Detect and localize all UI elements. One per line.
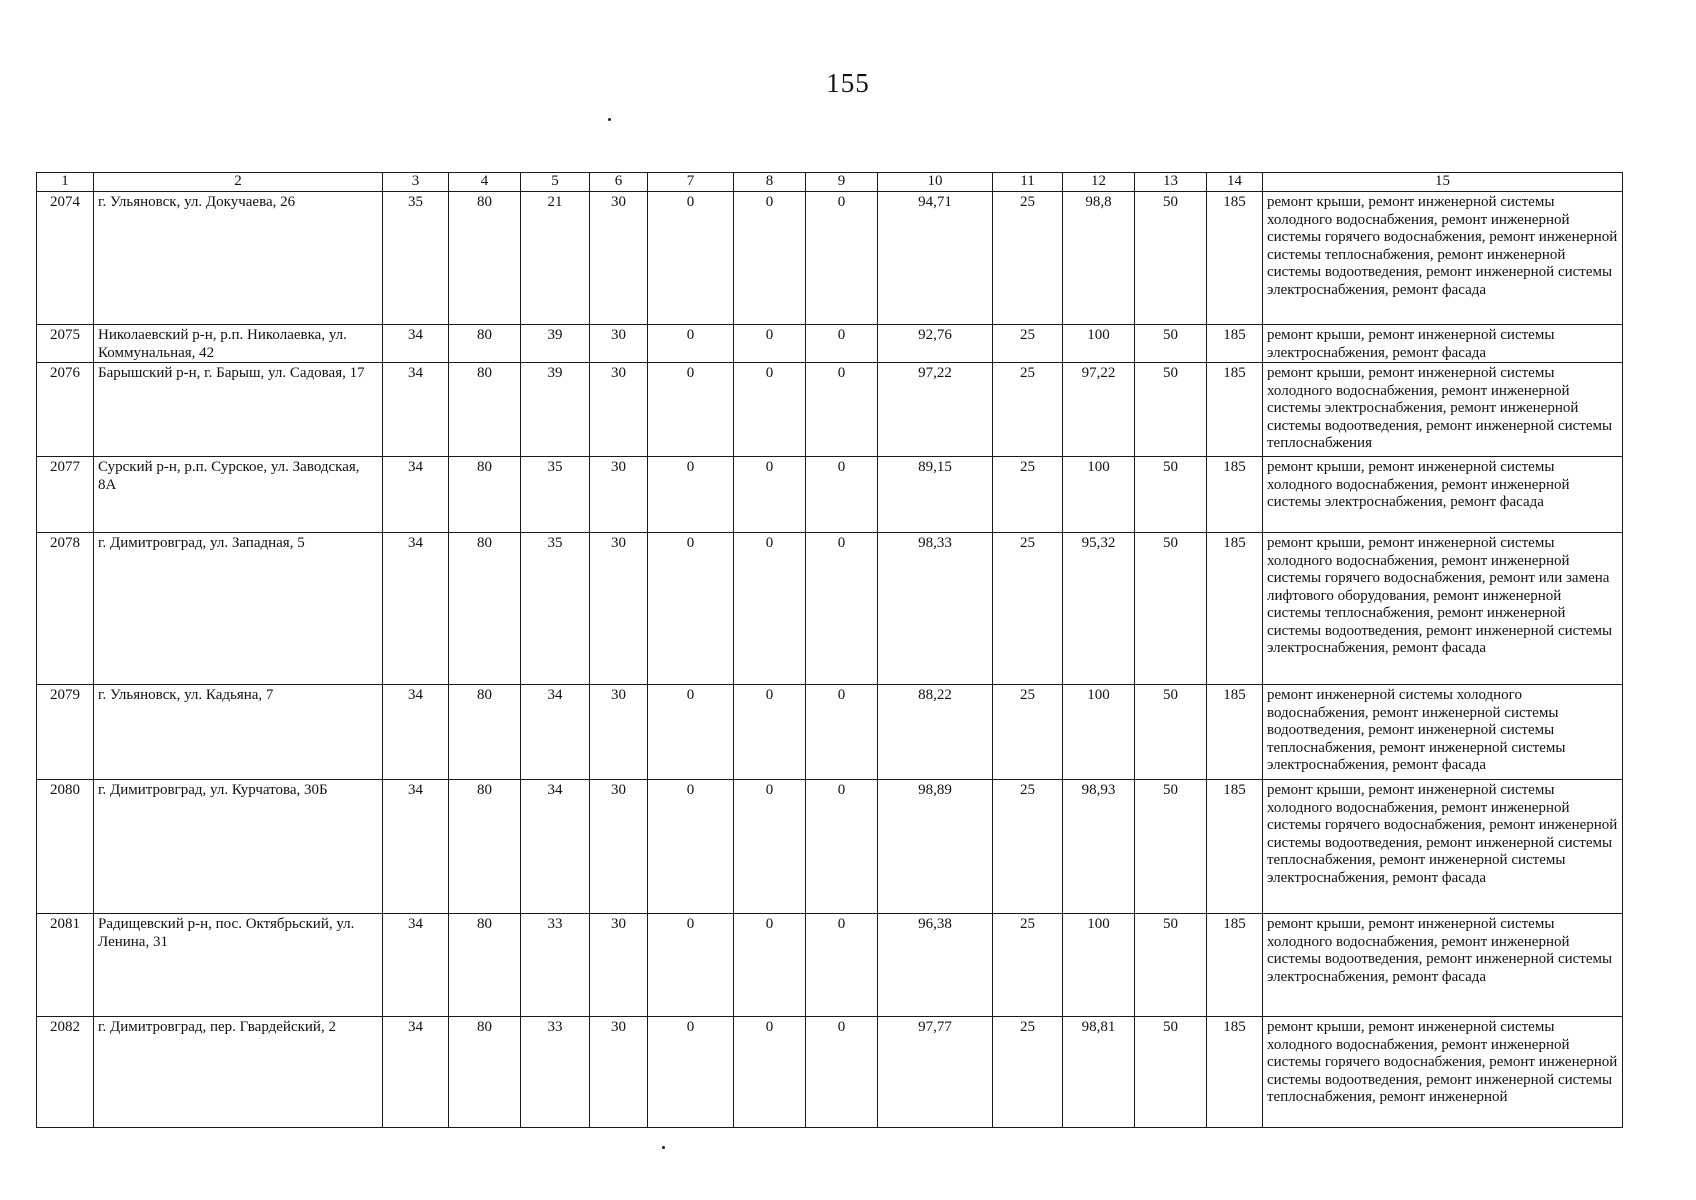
cell-col-9: 0: [806, 914, 878, 1017]
cell-work-types: ремонт крыши, ремонт инженерной системы холодного водоснабжения, ремонт инженерной системы горячего водоснабжения, ремонт инженерной системы водоотведения, ремонт инженерной системы теплоснабжения, ремонт инженерной: [1263, 1017, 1623, 1128]
cell-col-11: 25: [993, 325, 1063, 363]
cell-col-7: 0: [648, 780, 734, 914]
cell-record-number: 2075: [37, 325, 94, 363]
cell-col-12: 95,32: [1063, 533, 1135, 685]
cell-record-number: 2079: [37, 685, 94, 780]
cell-col-3: 34: [383, 1017, 449, 1128]
column-header: 12: [1063, 173, 1135, 192]
cell-work-types: ремонт крыши, ремонт инженерной системы холодного водоснабжения, ремонт инженерной системы горячего водоснабжения, ремонт инженерной системы теплоснабжения, ремонт инженерной системы водоотведения, ремонт инженерной системы электроснабжения, ремонт фасада: [1263, 192, 1623, 325]
cell-col-8: 0: [734, 457, 806, 533]
cell-col-14: 185: [1207, 533, 1263, 685]
column-header: 8: [734, 173, 806, 192]
cell-col-12: 100: [1063, 457, 1135, 533]
cell-address: Николаевский р-н, р.п. Николаевка, ул. Коммунальная, 42: [94, 325, 383, 363]
cell-col-14: 185: [1207, 325, 1263, 363]
table-body: [37, 192, 1623, 1128]
cell-col-13: 50: [1135, 914, 1207, 1017]
cell-col-7: 0: [648, 1017, 734, 1128]
cell-col-10: 98,33: [878, 533, 993, 685]
cell-col-11: 25: [993, 363, 1063, 457]
table-row: [37, 363, 1623, 457]
cell-col-4: 80: [449, 685, 521, 780]
cell-col-6: 30: [590, 363, 648, 457]
column-header: 7: [648, 173, 734, 192]
cell-col-14: 185: [1207, 914, 1263, 1017]
cell-record-number: 2082: [37, 1017, 94, 1128]
cell-col-11: 25: [993, 192, 1063, 325]
column-header: 11: [993, 173, 1063, 192]
cell-col-7: 0: [648, 363, 734, 457]
table-row: [37, 780, 1623, 914]
cell-col-5: 34: [521, 685, 590, 780]
page-number: 155: [826, 68, 870, 98]
cell-col-8: 0: [734, 1017, 806, 1128]
cell-col-9: 0: [806, 533, 878, 685]
cell-col-5: 33: [521, 914, 590, 1017]
cell-col-6: 30: [590, 325, 648, 363]
cell-col-5: 34: [521, 780, 590, 914]
cell-work-types: ремонт крыши, ремонт инженерной системы электроснабжения, ремонт фасада: [1263, 325, 1623, 363]
cell-col-12: 100: [1063, 325, 1135, 363]
cell-address: г. Ульяновск, ул. Докучаева, 26: [94, 192, 383, 325]
cell-address: г. Ульяновск, ул. Кадьяна, 7: [94, 685, 383, 780]
cell-col-3: 34: [383, 457, 449, 533]
cell-col-7: 0: [648, 533, 734, 685]
cell-work-types: ремонт крыши, ремонт инженерной системы холодного водоснабжения, ремонт инженерной системы электроснабжения, ремонт инженерной системы водоотведения, ремонт инженерной системы теплоснабжения: [1263, 363, 1623, 457]
cell-col-4: 80: [449, 457, 521, 533]
cell-record-number: 2081: [37, 914, 94, 1017]
table-row: [37, 1017, 1623, 1128]
cell-col-10: 89,15: [878, 457, 993, 533]
cell-col-3: 34: [383, 363, 449, 457]
cell-col-6: 30: [590, 914, 648, 1017]
cell-col-8: 0: [734, 914, 806, 1017]
cell-address: Сурский р-н, р.п. Сурское, ул. Заводская, 8А: [94, 457, 383, 533]
column-header: 14: [1207, 173, 1263, 192]
cell-address: г. Димитровград, ул. Курчатова, 30Б: [94, 780, 383, 914]
cell-col-9: 0: [806, 457, 878, 533]
scan-speck: [662, 1146, 665, 1149]
cell-col-13: 50: [1135, 780, 1207, 914]
cell-col-10: 97,77: [878, 1017, 993, 1128]
cell-col-14: 185: [1207, 457, 1263, 533]
cell-col-5: 21: [521, 192, 590, 325]
cell-col-8: 0: [734, 685, 806, 780]
cell-work-types: ремонт инженерной системы холодного водоснабжения, ремонт инженерной системы водоотведения, ремонт инженерной системы теплоснабжения, ремонт инженерной системы электроснабжения, ремонт фасада: [1263, 685, 1623, 780]
column-header: 13: [1135, 173, 1207, 192]
column-header: 15: [1263, 173, 1623, 192]
table-row: [37, 914, 1623, 1017]
cell-col-8: 0: [734, 780, 806, 914]
cell-col-9: 0: [806, 1017, 878, 1128]
cell-col-11: 25: [993, 1017, 1063, 1128]
cell-col-7: 0: [648, 192, 734, 325]
cell-address: г. Димитровград, ул. Западная, 5: [94, 533, 383, 685]
cell-col-11: 25: [993, 780, 1063, 914]
cell-col-10: 94,71: [878, 192, 993, 325]
table-row: [37, 325, 1623, 363]
cell-col-13: 50: [1135, 1017, 1207, 1128]
table-row: [37, 192, 1623, 325]
cell-col-7: 0: [648, 685, 734, 780]
cell-col-3: 35: [383, 192, 449, 325]
cell-col-10: 96,38: [878, 914, 993, 1017]
cell-col-14: 185: [1207, 363, 1263, 457]
cell-col-4: 80: [449, 780, 521, 914]
table-row: [37, 457, 1623, 533]
column-header: 4: [449, 173, 521, 192]
column-header: 2: [94, 173, 383, 192]
cell-record-number: 2077: [37, 457, 94, 533]
cell-col-3: 34: [383, 780, 449, 914]
cell-col-13: 50: [1135, 325, 1207, 363]
cell-col-9: 0: [806, 192, 878, 325]
cell-col-3: 34: [383, 533, 449, 685]
cell-col-3: 34: [383, 685, 449, 780]
cell-col-9: 0: [806, 780, 878, 914]
cell-col-4: 80: [449, 192, 521, 325]
column-header: 1: [37, 173, 94, 192]
cell-col-5: 33: [521, 1017, 590, 1128]
cell-col-6: 30: [590, 1017, 648, 1128]
cell-col-6: 30: [590, 685, 648, 780]
column-header: 5: [521, 173, 590, 192]
cell-record-number: 2076: [37, 363, 94, 457]
header-row: [37, 173, 1623, 192]
cell-col-13: 50: [1135, 533, 1207, 685]
cell-col-9: 0: [806, 363, 878, 457]
cell-record-number: 2074: [37, 192, 94, 325]
cell-col-13: 50: [1135, 457, 1207, 533]
cell-col-11: 25: [993, 914, 1063, 1017]
cell-col-3: 34: [383, 325, 449, 363]
cell-col-8: 0: [734, 533, 806, 685]
cell-col-14: 185: [1207, 1017, 1263, 1128]
cell-col-4: 80: [449, 914, 521, 1017]
cell-col-14: 185: [1207, 685, 1263, 780]
cell-col-12: 98,8: [1063, 192, 1135, 325]
cell-col-4: 80: [449, 533, 521, 685]
cell-col-7: 0: [648, 457, 734, 533]
cell-work-types: ремонт крыши, ремонт инженерной системы холодного водоснабжения, ремонт инженерной системы горячего водоснабжения, ремонт или замена лифтового оборудования, ремонт инженерной системы теплоснабжения, ремонт инженерной системы водоотведения, ремонт инженерной системы электроснабжения, ремонт фасада: [1263, 533, 1623, 685]
cell-col-13: 50: [1135, 363, 1207, 457]
cell-record-number: 2078: [37, 533, 94, 685]
cell-work-types: ремонт крыши, ремонт инженерной системы холодного водоснабжения, ремонт инженерной системы горячего водоснабжения, ремонт инженерной системы водоотведения, ремонт инженерной системы теплоснабжения, ремонт инженерной системы электроснабжения, ремонт фасада: [1263, 780, 1623, 914]
cell-col-11: 25: [993, 533, 1063, 685]
cell-col-5: 39: [521, 325, 590, 363]
cell-col-8: 0: [734, 192, 806, 325]
cell-col-11: 25: [993, 457, 1063, 533]
cell-col-4: 80: [449, 363, 521, 457]
cell-col-5: 35: [521, 533, 590, 685]
repair-register-table: [36, 172, 1623, 1128]
cell-col-9: 0: [806, 325, 878, 363]
cell-col-6: 30: [590, 192, 648, 325]
cell-col-4: 80: [449, 325, 521, 363]
cell-col-13: 50: [1135, 685, 1207, 780]
cell-col-11: 25: [993, 685, 1063, 780]
cell-col-10: 98,89: [878, 780, 993, 914]
cell-col-8: 0: [734, 325, 806, 363]
cell-address: г. Димитровград, пер. Гвардейский, 2: [94, 1017, 383, 1128]
cell-col-5: 39: [521, 363, 590, 457]
table-row: [37, 533, 1623, 685]
cell-col-12: 98,81: [1063, 1017, 1135, 1128]
cell-col-7: 0: [648, 914, 734, 1017]
cell-col-10: 97,22: [878, 363, 993, 457]
column-header: 10: [878, 173, 993, 192]
cell-col-6: 30: [590, 533, 648, 685]
column-header: 6: [590, 173, 648, 192]
cell-col-5: 35: [521, 457, 590, 533]
cell-col-4: 80: [449, 1017, 521, 1128]
cell-col-7: 0: [648, 325, 734, 363]
cell-col-3: 34: [383, 914, 449, 1017]
table-row: [37, 685, 1623, 780]
cell-col-6: 30: [590, 457, 648, 533]
cell-work-types: ремонт крыши, ремонт инженерной системы холодного водоснабжения, ремонт инженерной системы водоотведения, ремонт инженерной системы электроснабжения, ремонт фасада: [1263, 914, 1623, 1017]
cell-col-12: 100: [1063, 685, 1135, 780]
cell-col-14: 185: [1207, 780, 1263, 914]
cell-col-8: 0: [734, 363, 806, 457]
cell-col-6: 30: [590, 780, 648, 914]
column-header: 9: [806, 173, 878, 192]
scan-speck: [608, 118, 611, 121]
cell-work-types: ремонт крыши, ремонт инженерной системы холодного водоснабжения, ремонт инженерной системы электроснабжения, ремонт фасада: [1263, 457, 1623, 533]
cell-col-9: 0: [806, 685, 878, 780]
cell-address: Барышский р-н, г. Барыш, ул. Садовая, 17: [94, 363, 383, 457]
cell-record-number: 2080: [37, 780, 94, 914]
cell-col-12: 100: [1063, 914, 1135, 1017]
cell-col-12: 97,22: [1063, 363, 1135, 457]
cell-col-13: 50: [1135, 192, 1207, 325]
column-header: 3: [383, 173, 449, 192]
cell-address: Радищевский р-н, пос. Октябрьский, ул. Ленина, 31: [94, 914, 383, 1017]
cell-col-12: 98,93: [1063, 780, 1135, 914]
cell-col-14: 185: [1207, 192, 1263, 325]
cell-col-10: 88,22: [878, 685, 993, 780]
cell-col-10: 92,76: [878, 325, 993, 363]
